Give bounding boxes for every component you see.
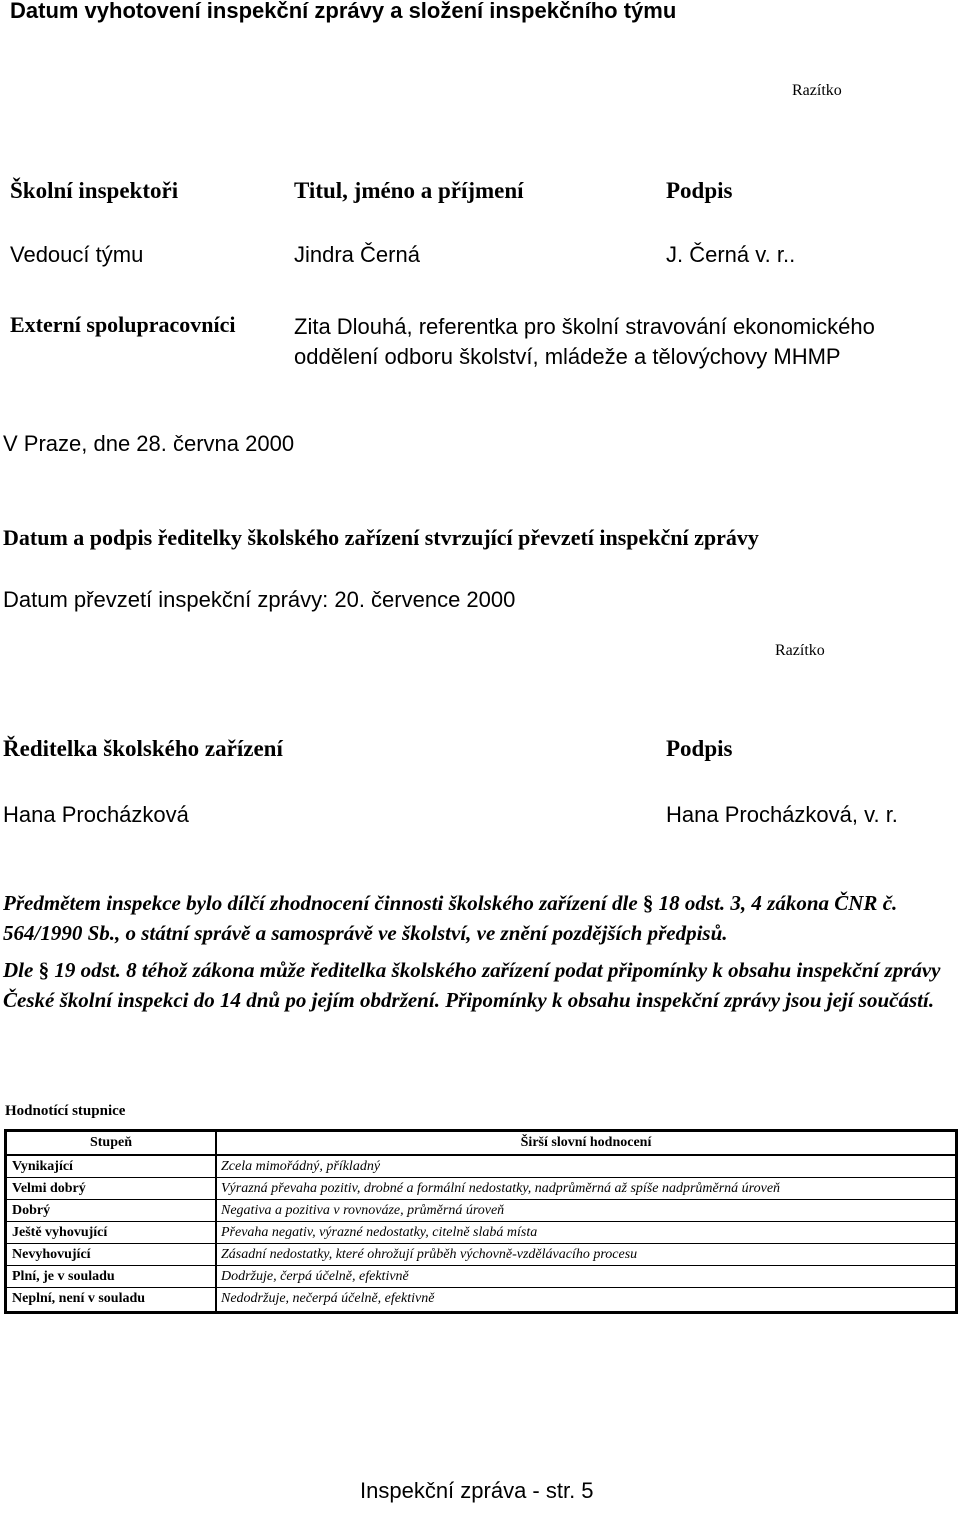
legal-notice — [3, 889, 958, 1015]
table-row — [6, 1200, 957, 1222]
stamp-label: Razítko — [775, 642, 825, 659]
rating-level: Plní, je v souladu — [6, 1266, 217, 1288]
rating-level: Nevyhovující — [6, 1244, 217, 1266]
director-signature-header: Podpis — [666, 736, 733, 761]
external-collaborator-name: Zita Dlouhá, referentka pro školní stravování ekonomického oddělení odboru školství, mládeže a tělovýchovy MHMP — [294, 314, 875, 369]
director-signature-heading: Datum a podpis ředitelky školského zařízení stvrzující převzetí inspekční zprávy — [3, 525, 759, 550]
rating-description: Dodržuje, čerpá účelně, efektivně — [216, 1266, 957, 1288]
director-name: Hana Procházková — [3, 802, 189, 827]
table-row — [6, 1288, 957, 1313]
description-column-header: Širší slovní hodnocení — [216, 1131, 957, 1156]
table-row — [6, 1178, 957, 1200]
signature-column-header: Podpis — [666, 178, 733, 203]
table-header-row — [6, 1131, 957, 1156]
rating-level: Vynikající — [6, 1155, 217, 1178]
team-lead-role: Vedoucí týmu — [10, 242, 144, 267]
rating-level: Ještě vyhovující — [6, 1222, 217, 1244]
name-column-header: Titul, jméno a příjmení — [294, 178, 524, 203]
legal-paragraph: Předmětem inspekce bylo dílčí zhodnocení činnosti školského zařízení dle § 18 odst. 3, 4 zákona ČNR č. 564/1990 Sb., o státní správě a samosprávě ve školství, ve znění pozdějších předpisů. — [3, 891, 898, 945]
page-footer: Inspekční zpráva - str. 5 — [360, 1478, 594, 1503]
place-and-date: V Praze, dne 28. června 2000 — [3, 431, 295, 456]
inspectors-column-header: Školní inspektoři — [10, 178, 179, 203]
section-title: Datum vyhotovení inspekční zprávy a složení inspekčního týmu — [10, 0, 677, 23]
rating-scale-title: Hodnotící stupnice — [5, 1103, 126, 1119]
rating-level: Neplní, není v souladu — [6, 1288, 217, 1313]
legal-paragraph: Dle § 19 odst. 8 téhož zákona může ředitelka školského zařízení podat připomínky k obsahu inspekční zprávy České školní inspekci do 14 dnů po jejím obdržení. Připomínky k obsahu inspekční zprávy jsou její součástí. — [3, 958, 941, 1012]
handover-date: Datum převzetí inspekční zprávy: 20. července 2000 — [3, 587, 516, 612]
rating-description: Zcela mimořádný, příkladný — [216, 1155, 957, 1178]
stamp-label: Razítko — [792, 82, 842, 99]
team-lead-signature: J. Černá v. r.. — [666, 242, 796, 267]
rating-level: Dobrý — [6, 1200, 217, 1222]
director-role-header: Ředitelka školského zařízení — [3, 736, 283, 761]
rating-description: Výrazná převaha pozitiv, drobné a formální nedostatky, nadprůměrná až spíše nadprůměrná úroveň — [216, 1178, 957, 1200]
table-row — [6, 1244, 957, 1266]
level-column-header: Stupeň — [6, 1131, 217, 1156]
director-signature: Hana Procházková, v. r. — [666, 802, 898, 827]
table-row — [6, 1155, 957, 1178]
table-row — [6, 1266, 957, 1288]
team-lead-name: Jindra Černá — [294, 242, 420, 267]
external-collaborators-role: Externí spolupracovníci — [10, 312, 236, 337]
table-row — [6, 1222, 957, 1244]
rating-description: Nedodržuje, nečerpá účelně, efektivně — [216, 1288, 957, 1313]
rating-scale-table — [4, 1129, 958, 1314]
rating-level: Velmi dobrý — [6, 1178, 217, 1200]
rating-description: Negativa a pozitiva v rovnováze, průměrná úroveň — [216, 1200, 957, 1222]
rating-description: Převaha negativ, výrazné nedostatky, citelně slabá místa — [216, 1222, 957, 1244]
rating-description: Zásadní nedostatky, které ohrožují průběh výchovně-vzdělávacího procesu — [216, 1244, 957, 1266]
